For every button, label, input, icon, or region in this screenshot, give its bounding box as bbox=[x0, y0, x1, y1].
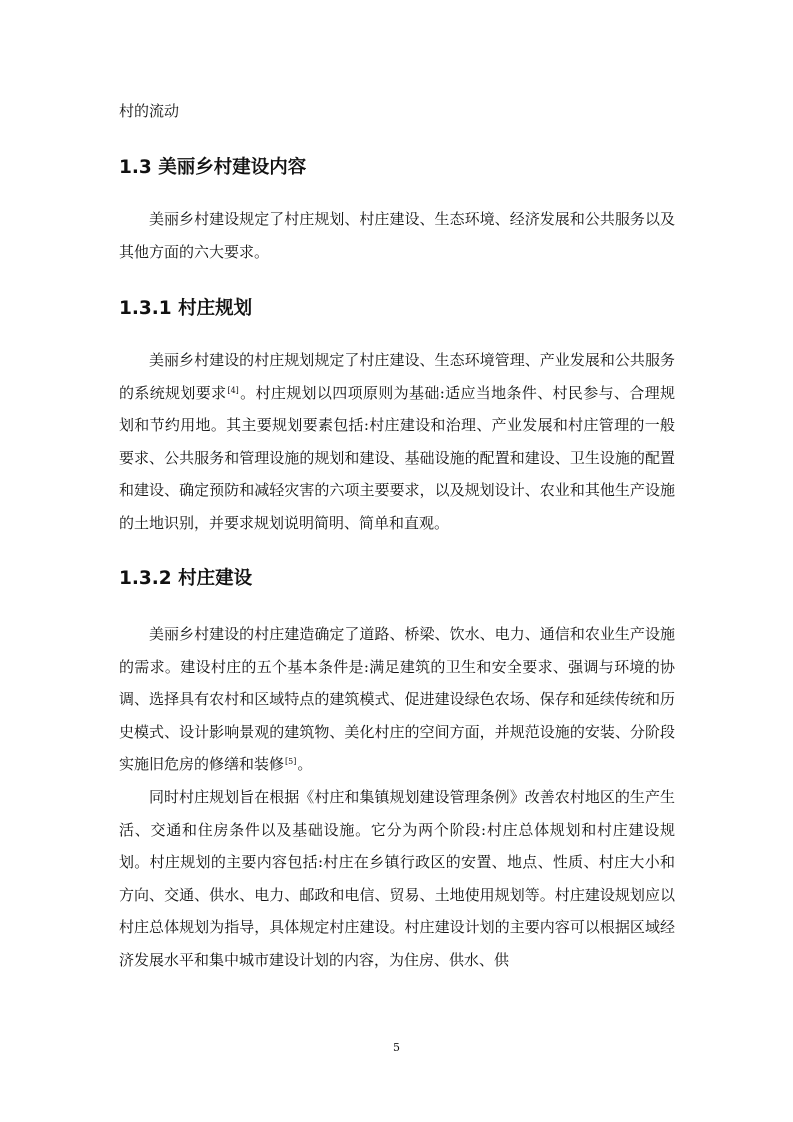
section-heading-1-3-2: 1.3.2 村庄建设 bbox=[119, 568, 253, 589]
paragraph-1-3-1 bbox=[119, 344, 675, 540]
citation-5: [5] bbox=[285, 757, 297, 767]
paragraph-text: 。 bbox=[297, 755, 313, 774]
paragraph-1-3-2-a bbox=[119, 618, 675, 781]
paragraph-1-3: 美丽乡村建设规定了村庄规划、村庄建设、生态环境、经济发展和公共服务以及其他方面的六大要求。 bbox=[119, 210, 675, 261]
page-number: 5 bbox=[393, 1041, 400, 1054]
paragraph-1-3-2-b: 同时村庄规划旨在根据《村庄和集镇规划建设管理条例》改善农村地区的生产生活、交通和住房条件以及基础设施。它分为两个阶段:村庄总体规划和村庄建设规划。村庄规划的主要内容包括:村庄在乡镇行政区的安置、地点、性质、村庄大小和方向、交通、供水、电力、邮政和电信、贸易、土地使用规划等。村庄建设规划应以村庄总体规划为指导，具体规定村庄建设。村庄建设计划的主要内容可以根据区域经济发展水平和集中城市建设计划的内容，为住房、供水、供 bbox=[119, 788, 675, 969]
section-heading-1-3: 1.3 美丽乡村建设内容 bbox=[119, 157, 307, 178]
paragraph-text: 。村庄规划以四项原则为基础:适应当地条件、村民参与、合理规划和节约用地。其主要规划要素包括:村庄建设和治理、产业发展和村庄管理的一般要求、公共服务和管理设施的规划和建设、基础设施的配置和建设、卫生设施的配置和建设、确定预防和减轻灾害的六项主要要求，以及规划设计、农业和其他生产设施的土地识别，并要求规划说明简明、简单和直观。 bbox=[119, 383, 675, 532]
section-heading-1-3-1: 1.3.1 村庄规划 bbox=[119, 298, 253, 319]
paragraph-text: 美丽乡村建设的村庄建造确定了道路、桥梁、饮水、电力、通信和农业生产设施的需求。建设村庄的五个基本条件是:满足建筑的卫生和安全要求、强调与环境的协调、选择具有农村和区域特点的建筑模式、促进建设绿色农场、保存和延续传统和历史模式、设计影响景观的建筑物、美化村庄的空间方面，并规范设施的安装、分阶段实施旧危房的修缮和装修 bbox=[119, 625, 675, 774]
citation-4: [4] bbox=[227, 385, 239, 395]
continuation-text: 村的流动 bbox=[119, 102, 180, 120]
paragraph-text: 美丽乡村建设的村庄规划规定了村庄建设、生态环境管理、产业发展和公共服务的系统规划要求 bbox=[119, 351, 675, 402]
